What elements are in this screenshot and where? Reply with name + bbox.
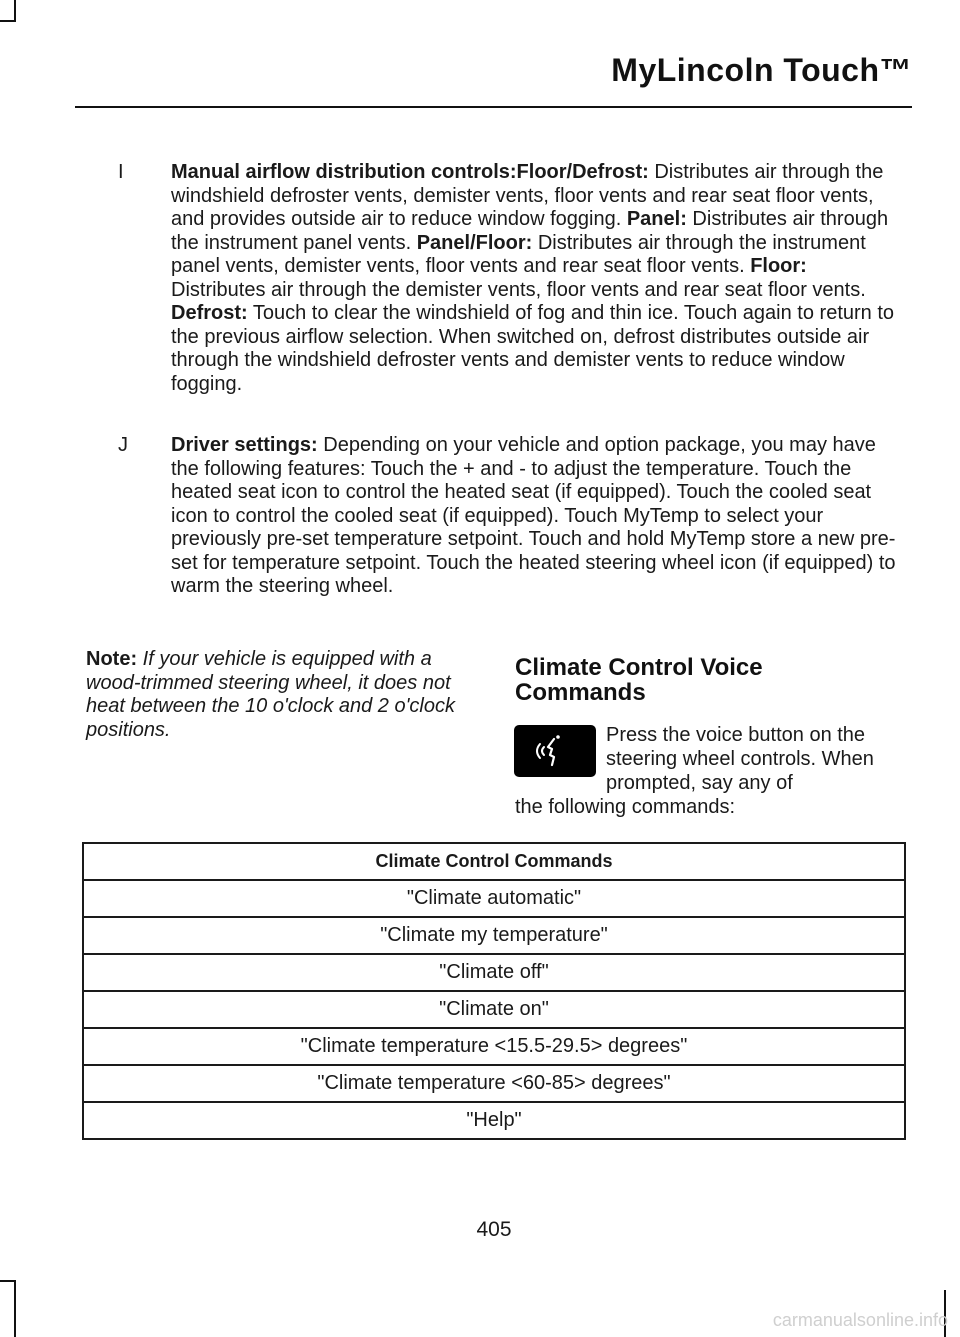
table-cell: "Climate on" bbox=[83, 991, 905, 1028]
table-row bbox=[83, 1028, 905, 1065]
table-row bbox=[83, 917, 905, 954]
table-row bbox=[83, 954, 905, 991]
watermark: carmanualsonline.info bbox=[772, 1310, 948, 1330]
item-text: Distributes air through the demister vents, floor vents and rear seat floor vents. bbox=[171, 278, 866, 301]
item-body bbox=[171, 434, 904, 599]
item-body bbox=[171, 161, 904, 396]
item-letter: I bbox=[118, 161, 124, 183]
table-header: Climate Control Commands bbox=[83, 843, 905, 880]
list-item-j bbox=[118, 434, 904, 599]
item-label: Driver settings: bbox=[171, 434, 318, 456]
voice-instructions-continued: the following commands: bbox=[515, 796, 736, 818]
item-label: Defrost: bbox=[171, 302, 248, 324]
table-row bbox=[83, 1065, 905, 1102]
item-label: Floor: bbox=[750, 255, 807, 277]
list-item-i bbox=[118, 161, 904, 396]
crop-mark bbox=[0, 1280, 16, 1282]
note-label: Note: bbox=[86, 648, 138, 670]
crop-mark bbox=[14, 0, 16, 22]
item-label: Panel/Floor: bbox=[416, 231, 533, 254]
table-row bbox=[83, 991, 905, 1028]
table-cell: "Climate my temperature" bbox=[83, 917, 905, 954]
table-row bbox=[83, 1102, 905, 1139]
note-paragraph bbox=[86, 648, 471, 742]
table-cell: "Climate off" bbox=[83, 954, 905, 991]
table-row bbox=[83, 880, 905, 917]
note-text: If your vehicle is equipped with a wood-trimmed steering wheel, it does not heat between the 10 o'clock and 2 o'clock positions. bbox=[86, 648, 455, 741]
item-text: Distributes air through the windshield defroster vents, demister vents, floor vents and rear seat floor vents, and provides outside air to reduce window fogging. bbox=[171, 161, 884, 230]
item-letter: J bbox=[118, 434, 128, 456]
item-text: Distributes air through the instrument panel vents, demister vents, floor vents and rear seat floor vents. bbox=[171, 231, 866, 277]
section-heading: Climate Control Voice Commands bbox=[515, 654, 763, 706]
item-text: Depending on your vehicle and option package, you may have the following features: Touch the + and - to adjust the temperature. Touch the heated seat icon to control the heated seat (if equipped). Touch the cooled seat icon to control the cooled seat (if equipped). Touch MyTemp to select your previously pre-set temperature setpoint. Touch and hold MyTemp store a new pre-set for temperature setpoint. Touch the heated steering wheel icon (if equipped) to warm the steering wheel. bbox=[171, 434, 896, 597]
voice-button-icon bbox=[514, 725, 596, 777]
table-cell: "Climate temperature <60-85> degrees" bbox=[83, 1065, 905, 1102]
crop-mark bbox=[0, 20, 16, 22]
header-divider bbox=[75, 106, 912, 108]
table-cell: "Help" bbox=[83, 1102, 905, 1139]
item-text: Distributes air through the instrument panel vents. bbox=[171, 208, 889, 254]
item-label: Manual airflow distribution controls:Floor/Defrost: bbox=[171, 161, 649, 183]
voice-instructions: Press the voice button on the steering wheel controls. When prompted, say any of bbox=[606, 724, 874, 794]
voice-icon-graphic bbox=[514, 725, 596, 777]
page-number: 405 bbox=[476, 1218, 512, 1241]
table-cell: "Climate automatic" bbox=[83, 880, 905, 917]
crop-mark bbox=[14, 1280, 16, 1337]
item-text: Touch to clear the windshield of fog and thin ice. Touch again to return to the previous airflow selection. When switched on, defrost distributes outside air through the windshield defroster vents and demister vents to reduce window fogging. bbox=[171, 302, 895, 395]
commands-table bbox=[82, 842, 906, 1140]
table-cell: "Climate temperature <15.5-29.5> degrees" bbox=[83, 1028, 905, 1065]
page-header-title: MyLincoln Touch™ bbox=[611, 52, 912, 88]
item-label: Panel: bbox=[626, 208, 687, 230]
